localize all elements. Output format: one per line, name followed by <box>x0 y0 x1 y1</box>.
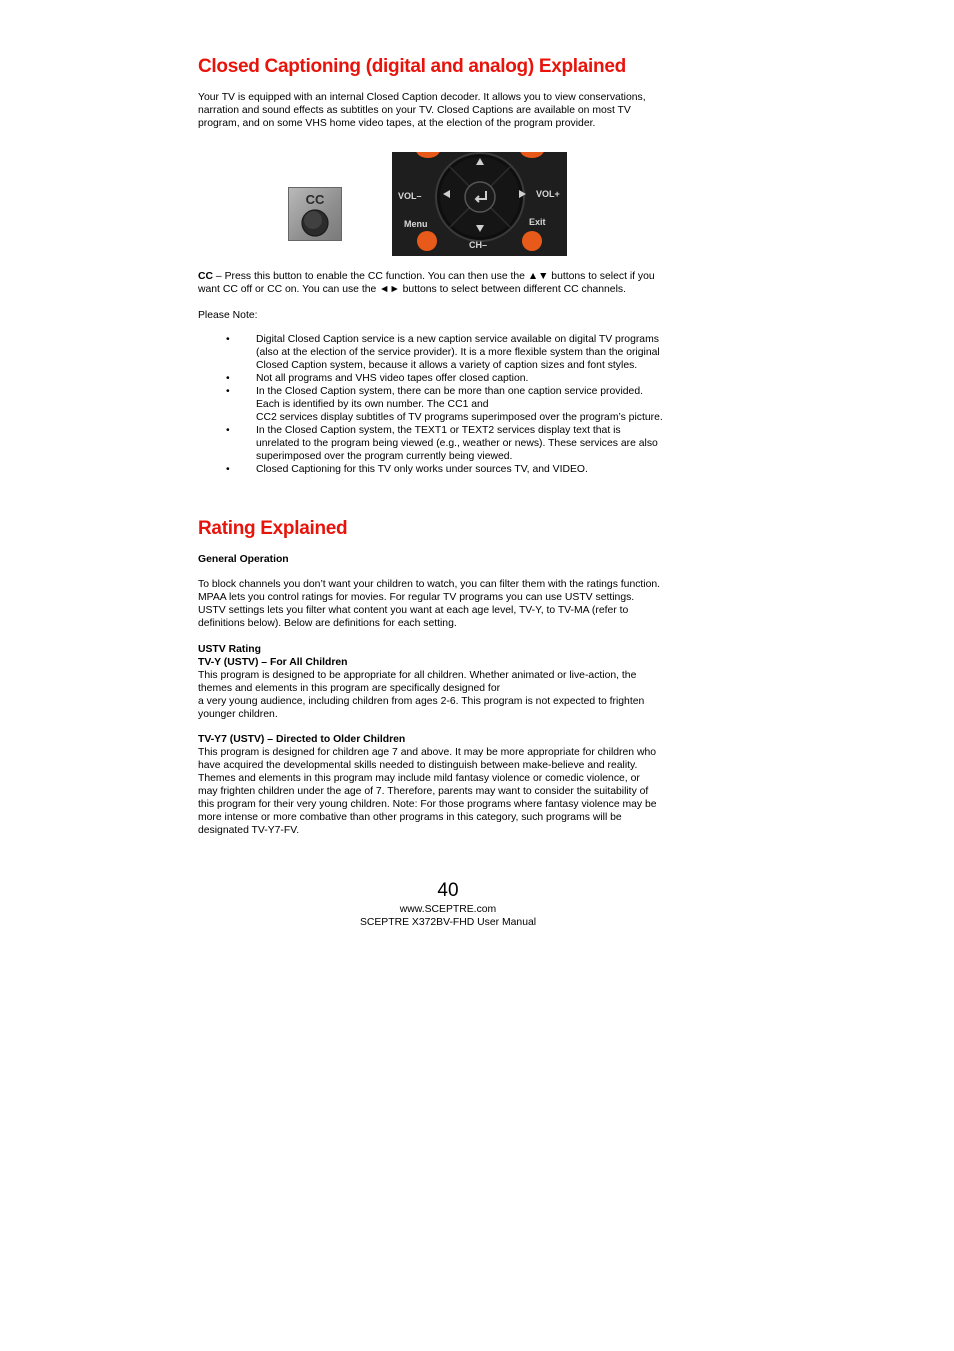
list-item <box>226 424 706 463</box>
intro-line: Your TV is equipped with an internal Closed Caption decoder. It allows you to view conservations, <box>198 92 646 103</box>
tvy7-heading: TV-Y7 (USTV) – Directed to Older Children <box>198 734 406 745</box>
paragraph-line: this program for their very young children. Note: For those programs where fantasy violence may be <box>198 799 657 810</box>
cc-desc-text: – Press this button to enable the CC function. You can then use the ▲▼ buttons to select if you <box>213 271 655 282</box>
paragraph-line: a very young audience, including children from ages 2-6. This program is not expected to frighten <box>198 696 645 707</box>
note-line: Closed Caption system, because it allows a variety of caption sizes and font styles. <box>256 360 638 371</box>
menu-label: Menu <box>404 219 428 229</box>
page-number: 40 <box>437 880 459 901</box>
section-title-closed-captioning: Closed Captioning (digital and analog) Explained <box>198 56 626 77</box>
notes-list <box>226 333 706 476</box>
cc-term: CC <box>198 271 214 282</box>
paragraph-line: may frighten children under the age of 7. Therefore, parents may want to consider the suitability of <box>198 786 649 797</box>
general-operation-paragraph <box>198 578 708 630</box>
bullet-icon: • <box>226 464 230 475</box>
cc-desc-line: want CC off or CC on. You can use the ◄► buttons to select between different CC channels. <box>198 284 626 295</box>
paragraph-line: Themes and elements in this program may include mild fantasy violence or comedic violence, or <box>198 773 640 784</box>
note-line: Not all programs and VHS video tapes offer closed caption. <box>256 373 529 384</box>
paragraph-line: have acquired the developmental skills needed to distinguish between make-believe and reality. <box>198 760 638 771</box>
bullet-icon: • <box>226 386 230 397</box>
vol-plus-label: VOL+ <box>536 189 560 199</box>
tvy-heading: TV-Y (USTV) – For All Children <box>198 657 348 668</box>
bullet-icon: • <box>226 425 230 436</box>
cc-description <box>198 270 708 296</box>
ustv-rating-heading: USTV Rating <box>198 644 261 655</box>
ch-minus-label: CH– <box>469 240 488 250</box>
paragraph-line: To block channels you don’t want your children to watch, you can filter them with the ratings function. <box>198 579 661 590</box>
note-line: In the Closed Caption system, the TEXT1 or TEXT2 services display text that is <box>256 425 621 436</box>
cc-button-label: CC <box>305 192 325 207</box>
paragraph-line: This program is designed to be appropriate for all children. Whether animated or live-action, the <box>198 670 637 681</box>
vol-minus-label: VOL– <box>398 191 422 201</box>
general-operation-heading: General Operation <box>198 554 289 565</box>
intro-paragraph <box>198 91 708 130</box>
paragraph-line: MPAA lets you control ratings for movies. For regular TV programs you can use USTV settings. <box>198 592 635 603</box>
list-item <box>226 372 706 385</box>
note-line: Each is identified by its own number. The CC1 and <box>256 399 489 410</box>
exit-label: Exit <box>529 217 546 227</box>
note-line: Digital Closed Caption service is a new caption service available on digital TV programs <box>256 334 659 345</box>
intro-line: narration and sound effects as subtitles on your TV. Closed Captions are available on most TV <box>198 105 631 116</box>
cc-desc-line <box>198 270 708 283</box>
tvy7-section <box>198 733 708 837</box>
list-item <box>226 333 706 372</box>
footer-website: www.SCEPTRE.com <box>399 904 497 915</box>
paragraph-line: definitions below). Below are definitions for each setting. <box>198 618 457 629</box>
bullet-icon: • <box>226 334 230 345</box>
list-item <box>226 385 706 424</box>
section-title-rating: Rating Explained <box>198 518 348 539</box>
remote-dpad-photo <box>392 152 567 256</box>
please-note: Please Note: <box>198 310 258 321</box>
note-line: unrelated to the program being viewed (e.g., weather or news). These services are also <box>256 438 658 449</box>
tvy-section <box>198 643 708 721</box>
paragraph-line: USTV settings lets you filter what content you want at each age level, TV-Y, to TV-MA (refer to <box>198 605 629 616</box>
note-line: In the Closed Caption system, there can be more than one caption service provided. <box>256 386 643 397</box>
list-item <box>226 463 706 476</box>
note-line: (also at the election of the service provider). It is a more flexible system than the original <box>256 347 660 358</box>
note-line: CC2 services display subtitles of TV programs superimposed over the program’s picture. <box>256 412 663 423</box>
paragraph-line: more intense or more combative than other programs in this category, such programs will be <box>198 812 622 823</box>
paragraph-line: younger children. <box>198 709 278 720</box>
paragraph-line: designated TV-Y7-FV. <box>198 825 300 836</box>
note-line: Closed Captioning for this TV only works under sources TV, and VIDEO. <box>256 464 588 475</box>
bullet-icon: • <box>226 373 230 384</box>
cc-button-photo <box>288 187 342 241</box>
paragraph-line: This program is designed for children age 7 and above. It may be more appropriate for children who <box>198 747 657 758</box>
intro-line: program, and on some VHS home video tapes, at the election of the program provider. <box>198 118 596 129</box>
note-line: superimposed over the program currently being viewed. <box>256 451 513 462</box>
footer-manual-title: SCEPTRE X372BV-FHD User Manual <box>359 917 537 928</box>
paragraph-line: themes and elements in this program are specifically designed for <box>198 683 501 694</box>
